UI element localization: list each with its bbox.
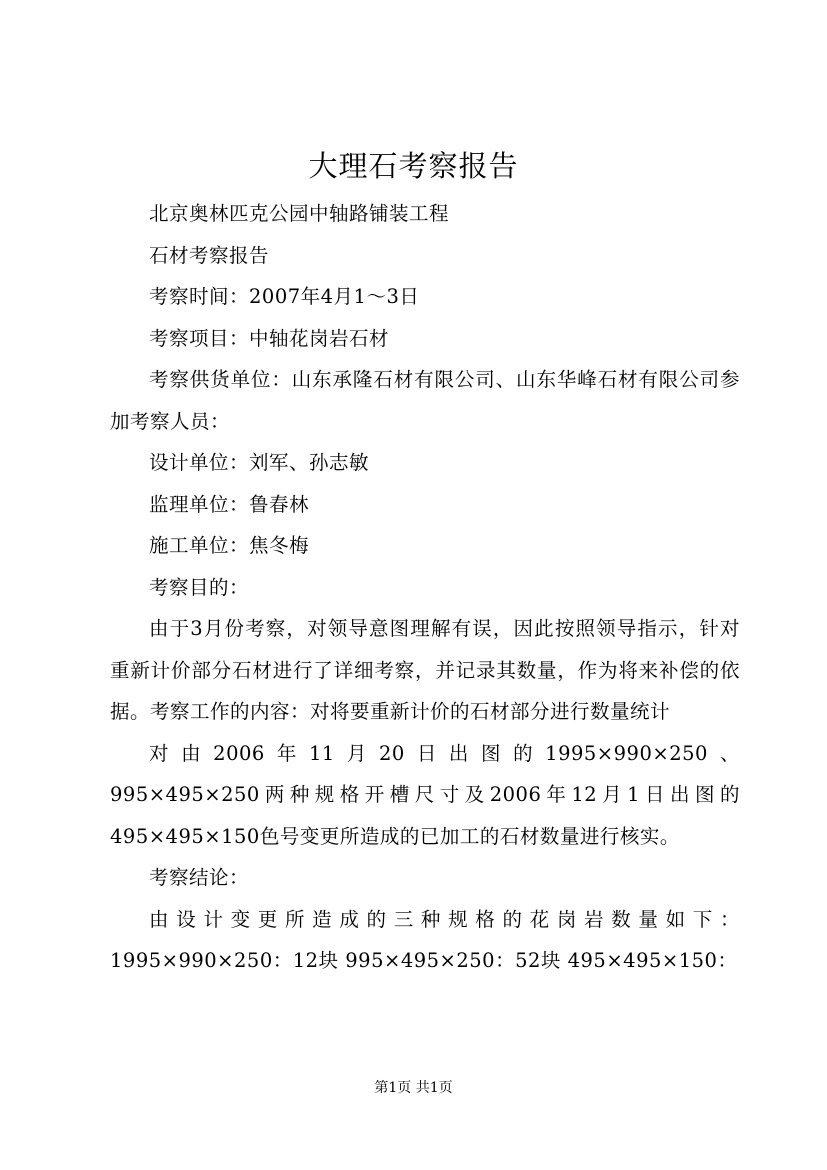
paragraph-supervision-unit: 监理单位：鲁春林 [149,492,310,516]
page-footer [0,1078,827,1098]
paragraph-conclusion-intro: 由设计变更所造成的三种规格的花岗岩数量如下： [149,907,740,931]
paragraph-purpose-heading: 考察目的： [149,575,250,599]
paragraph-design-unit: 设计单位：刘军、孙志敏 [149,451,370,474]
paragraph-construction-unit: 施工单位：焦冬梅 [149,534,310,557]
paragraph-report-subtitle: 石材考察报告 [149,243,270,267]
paragraph-project-name: 北京奥林匹克公园中轴路铺装工程 [149,202,450,225]
paragraph-verification-scope: 对由2006年11月20日出图的1995×990×250、995×495×250两种规格开槽尺寸及2006年12月1日出图的495×495×150色号变更所造成的已加工的石材数量进行核实。 [110,741,740,848]
paragraph-supplier-units: 考察供货单位：山东承隆石材有限公司、山东华峰石材有限公司参加考察人员： [110,368,740,433]
page-number-label: 第1页 共1页 [374,1080,453,1096]
paragraph-inspection-time: 考察时间：2007年4月1～3日 [149,285,420,308]
paragraph-conclusion-heading: 考察结论： [149,866,250,889]
paragraph-quantities: 1995×990×250：12块 995×495×250：52块 495×495×150： [110,949,738,972]
paragraph-purpose-body: 由于3月份考察，对领导意图理解有误，因此按照领导指示，针对重新计价部分石材进行了详细考察，并记录其数量，作为将来补偿的依据。考察工作的内容：对将要重新计价的石材部分进行数量统计 [110,617,740,723]
document-title: 大理石考察报告 [308,149,519,183]
document-body [110,193,740,982]
paragraph-inspection-item: 考察项目：中轴花岗岩石材 [149,326,390,350]
